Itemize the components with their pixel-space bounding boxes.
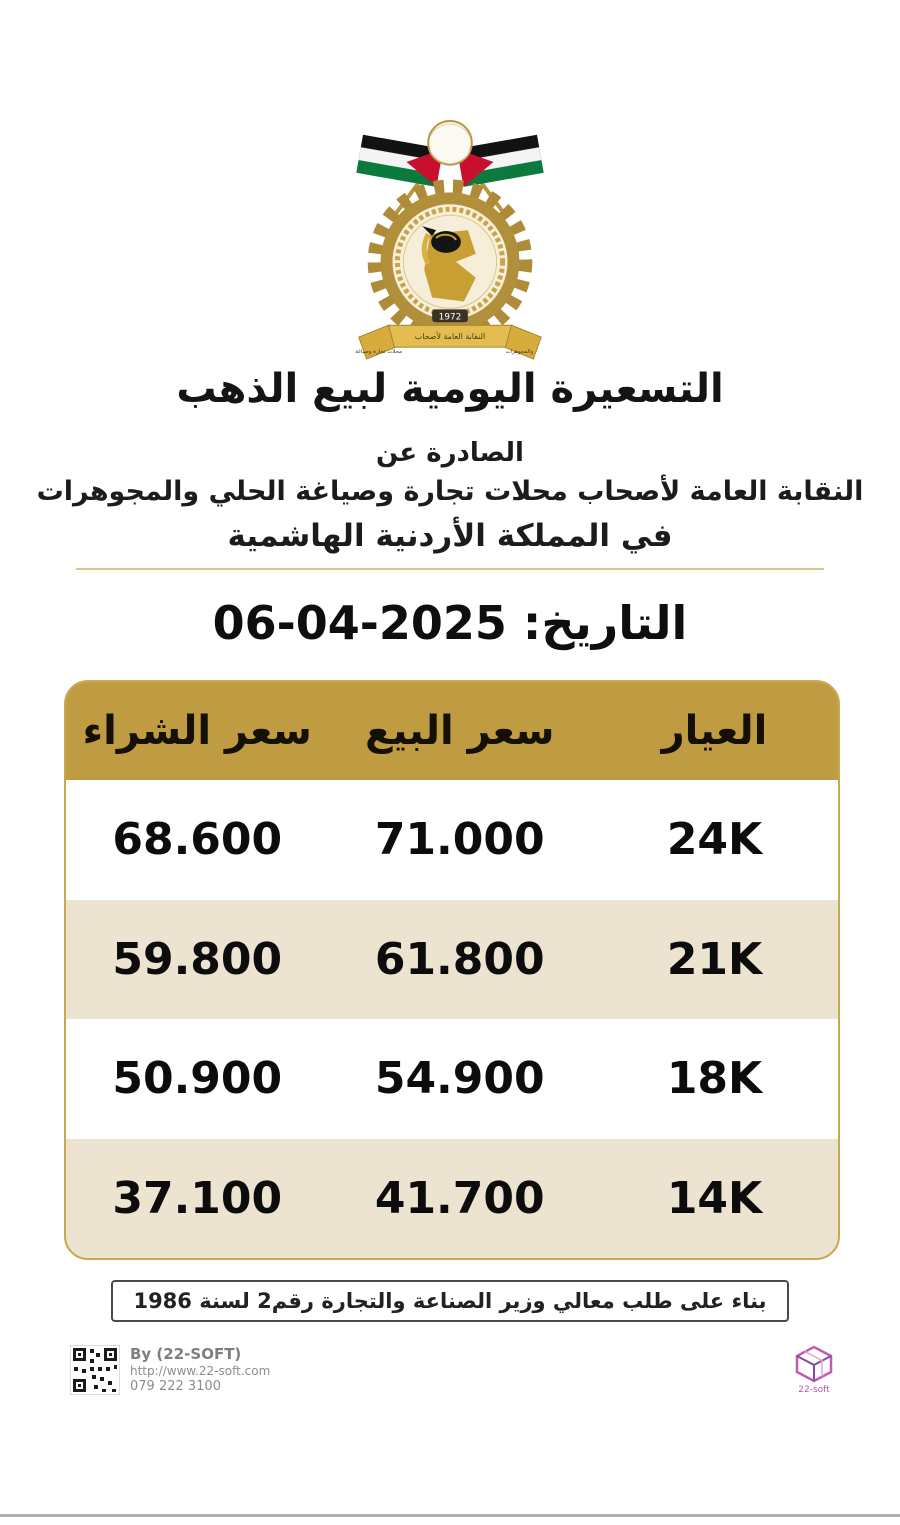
buy-price-value: 37.100: [112, 1172, 283, 1224]
buy-price-value: 59.800: [112, 933, 283, 985]
ministerial-note: بناء على طلب معالي وزير الصناعة والتجارة رقم2 لسنة 1986: [111, 1280, 788, 1322]
issued-by-line: الصادرة عن: [376, 438, 524, 468]
gold-price-table: [64, 680, 840, 1260]
country-line: في المملكة الأردنية الهاشمية: [227, 518, 673, 554]
date-label: التاريخ:: [522, 596, 688, 650]
date-row: [0, 596, 900, 650]
qr-code: [70, 1345, 120, 1395]
table-row-14k: [66, 1139, 838, 1259]
sell-price-value: 54.900: [374, 1053, 545, 1105]
credits-bar: [70, 1338, 834, 1402]
emblem-year: 1972: [438, 312, 462, 323]
ribbon-center-text: النقابة العامة لأصحاب: [414, 332, 486, 342]
karat-value: 14K: [666, 1172, 763, 1224]
sell-price-value: 61.800: [374, 933, 545, 985]
bottom-edge-line: [0, 1514, 900, 1517]
date-value: 06-04-2025: [212, 596, 507, 650]
cube-logo-icon: [794, 1345, 834, 1383]
buy-price-value: 68.600: [112, 814, 283, 866]
header-karat: العيار: [661, 708, 768, 754]
ribbon-left-text: محلات تجارة وصياغة: [355, 349, 402, 356]
credit-phone-text: 079 222 3100: [130, 1378, 221, 1394]
table-row-24k: [66, 780, 838, 900]
emblem-graphic: [331, 112, 569, 364]
karat-value: 24K: [666, 814, 763, 866]
credit-by-text: By (22-SOFT): [130, 1345, 242, 1363]
karat-value: 21K: [666, 933, 763, 985]
syndicate-emblem-logo: [331, 112, 569, 368]
table-row-18k: [66, 1019, 838, 1139]
buy-price-value: 50.900: [112, 1053, 283, 1105]
emblem-sphere: [428, 121, 472, 165]
credit-url-text: http://www.22-soft.com: [130, 1363, 271, 1378]
emblem-ribbon: [355, 325, 541, 359]
header-sell-price: سعر البيع: [365, 708, 555, 754]
page-title: التسعيرة اليومية لبيع الذهب: [176, 366, 724, 412]
vendor-logo-label: 22-soft: [798, 1385, 830, 1395]
emblem-year-plaque: [432, 309, 468, 322]
software-credit: [70, 1345, 270, 1395]
gold-divider-line: [76, 568, 824, 570]
ribbon-right-text: والمجوهرات: [505, 349, 534, 356]
table-row-21k: [66, 900, 838, 1020]
sell-price-value: 71.000: [374, 814, 545, 866]
software-vendor-logo: [794, 1345, 834, 1395]
header-buy-price: سعر الشراء: [82, 708, 312, 754]
table-header-row: [66, 682, 838, 780]
karat-value: 18K: [666, 1053, 763, 1105]
sell-price-value: 41.700: [374, 1172, 545, 1224]
organization-line: النقابة العامة لأصحاب محلات تجارة وصياغة الحلي والمجوهرات: [36, 476, 864, 507]
